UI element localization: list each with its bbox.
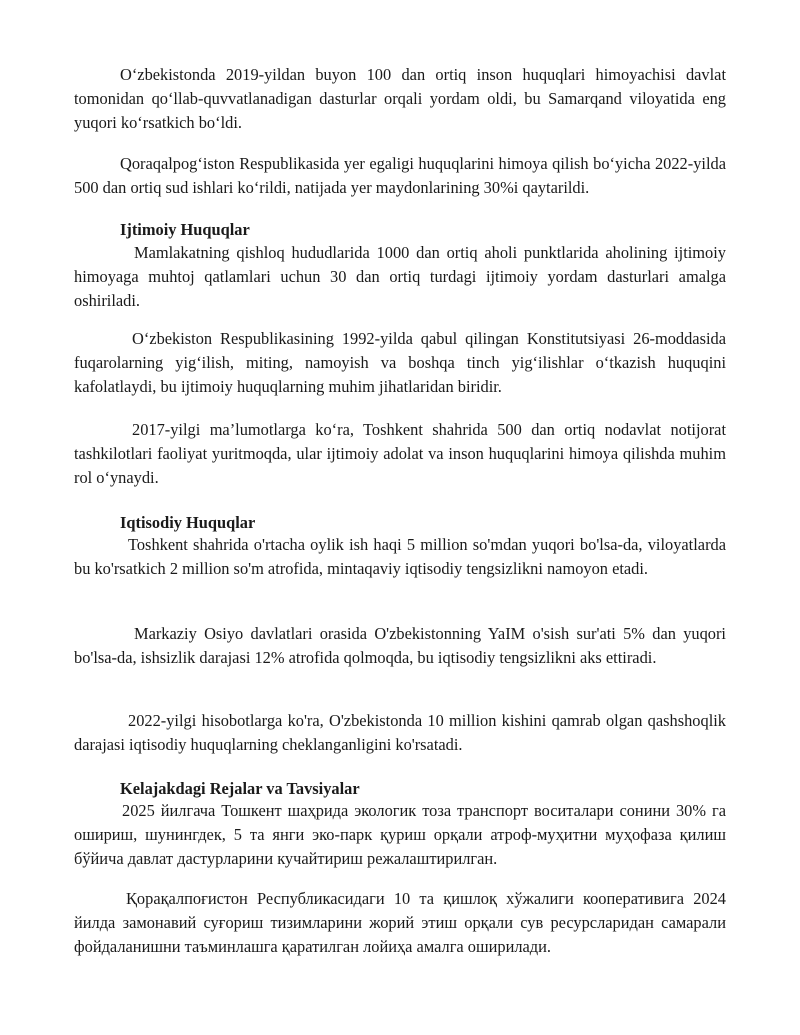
- paragraph-social-aid: Mamlakatning qishloq hududlarida 1000 dan ortiq aholi punktlarida aholining ijtimoiy himoyaga muhtoj qatlamlari uchun 30 dan ortiq turdagi ijtimoiy yordam dasturlari amalga oshiriladi.: [74, 243, 726, 311]
- paragraph-eco-transport: 2025 йилгача Тошкент шаҳрида экологик тоза транспорт воситалари сонини 30% га ошириш, шунингдек, 5 та янги эко-парк қуриш орқали атроф-муҳитни муҳофаза қилиш бўйича давлат дастурларини кучайтириш режалаштирилган.: [74, 801, 726, 869]
- paragraph-wages: Toshkent shahrida o'rtacha oylik ish haqi 5 million so'mdan yuqori bo'lsa-da, viloyatlarda bu ko'rsatkich 2 million so'm atrofida, mintaqaviy iqtisodiy tengsizlikni namoyon etadi.: [74, 535, 726, 579]
- heading-social-rights: Ijtimoiy Huquqlar: [120, 220, 250, 239]
- heading-future-plans: Kelajakdagi Rejalar va Tavsiyalar: [120, 779, 360, 798]
- heading-economic-rights: Iqtisodiy Huquqlar: [120, 513, 256, 532]
- paragraph-land-rights: Qoraqalpog‘iston Respublikasida yer egaligi huquqlarini himoya qilish bo‘yicha 2022-yilda 500 dan ortiq sud ishlari ko‘rildi, natijada yer maydonlarining 30%i qaytarildi.: [74, 154, 726, 198]
- paragraph-poverty: 2022-yilgi hisobotlarga ko'ra, O'zbekistonda 10 million kishini qamrab olgan qashshoqlik darajasi iqtisodiy huquqlarning cheklanganligini ko'rsatadi.: [74, 711, 726, 755]
- paragraph-constitution: O‘zbekiston Respublikasining 1992-yilda qabul qilingan Konstitutsiyasi 26-moddasida fuqarolarning yig‘ilish, miting, namoyish va boshqa tinch yig‘ilishlar o‘tkazish huquqini kafolatlaydi, bu ijtimoiy huquqlarning muhim jihatlaridan biridir.: [74, 329, 726, 397]
- paragraph-irrigation: Қорақалпоғистон Республикасидаги 10 та қишлоқ хўжалиги кооперативига 2024 йилда замонавий суғориш тизимларини жорий этиш орқали сув ресурсларидан самарали фойдаланишни таъминлашга қаратилган лойиҳа амалга оширилади.: [74, 889, 726, 957]
- paragraph-gdp-unemployment: Markaziy Osiyo davlatlari orasida O'zbekistonning YaIM o'sish sur'ati 5% dan yuqori bo'lsa-da, ishsizlik darajasi 12% atrofida qolmoqda, bu iqtisodiy tengsizlikni aks ettiradi.: [74, 624, 726, 668]
- paragraph-ngos: 2017-yilgi ma’lumotlarga ko‘ra, Toshkent shahrida 500 dan ortiq nodavlat notijorat tashkilotlari faoliyat yuritmoqda, ular ijtimoiy adolat va inson huquqlarini himoya qilishda muhim rol o‘ynaydi.: [74, 420, 726, 488]
- paragraph-defenders-support: O‘zbekistonda 2019-yildan buyon 100 dan ortiq inson huquqlari himoyachisi davlat tomonidan qo‘llab-quvvatlanadigan dasturlar orqali yordam oldi, bu Samarqand viloyatida eng yuqori ko‘rsatkich bo‘ldi.: [74, 65, 726, 133]
